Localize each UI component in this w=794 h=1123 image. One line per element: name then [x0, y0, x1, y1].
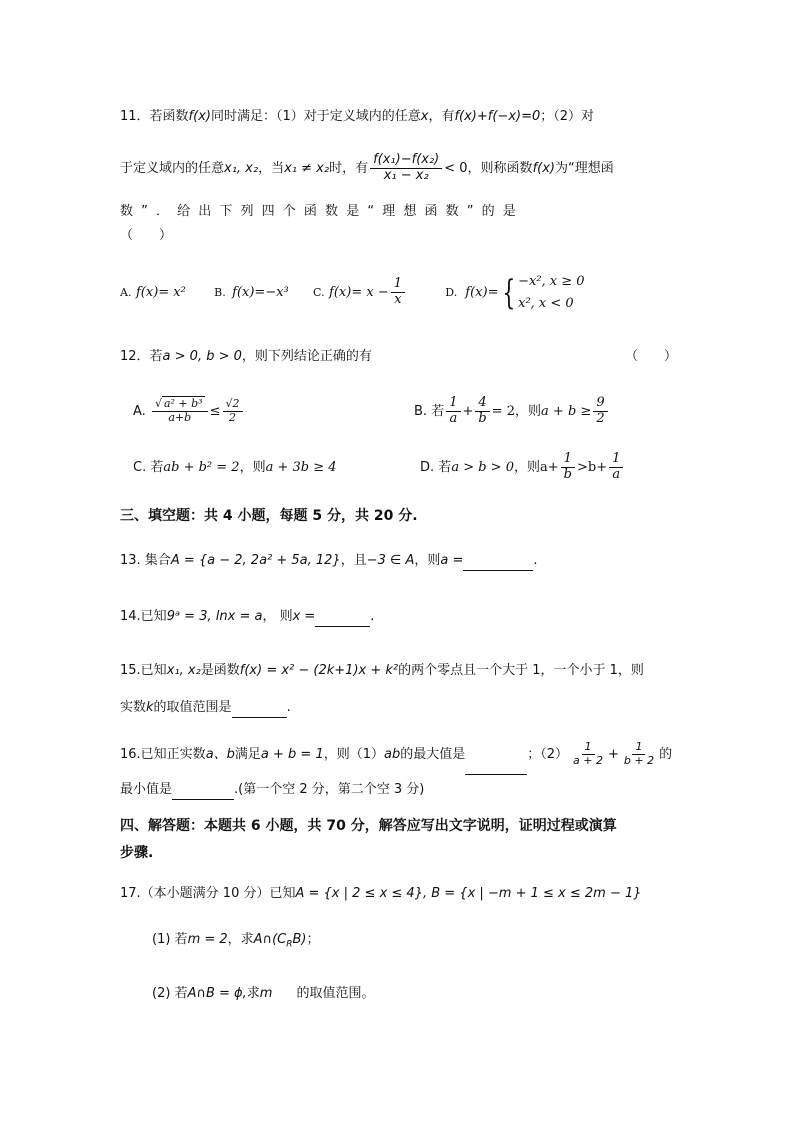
text: . — [533, 553, 538, 568]
text: 的两个零点且一个大于 1，一个小于 1，则 — [398, 663, 644, 678]
text: ， 则 — [262, 609, 293, 624]
radicand: a² + b³ — [163, 397, 203, 411]
math: f(x) — [188, 109, 211, 124]
piecewise-cases — [518, 271, 584, 315]
answer-blank[interactable] — [465, 774, 527, 775]
option-d: f(x)= — [465, 285, 499, 300]
q16-line2 — [120, 780, 424, 800]
fraction — [621, 741, 657, 767]
numerator: 1 — [446, 396, 460, 412]
text: 15.已知 — [120, 663, 167, 678]
text: ；（2） — [527, 747, 569, 762]
math: = 2 — [491, 404, 516, 419]
text: ，则（1） — [323, 747, 385, 762]
text: 13. 集合 — [120, 553, 171, 568]
text: 16.已知正实数 — [120, 747, 206, 762]
math: a、b — [205, 747, 235, 762]
text: ，且 — [340, 553, 367, 568]
option-label: B. — [414, 404, 428, 419]
q11-line1 — [120, 107, 594, 127]
math: 9ᵃ = 3, — [166, 609, 212, 624]
q13 — [120, 551, 538, 571]
denominator: b — [563, 467, 572, 482]
denominator: a+b — [168, 411, 192, 424]
numerator: 1 — [632, 741, 645, 755]
option-c-fraction — [391, 277, 405, 308]
text: 数 ” ． 给 出 下 列 四 个 函 数 是 “ 理 想 函 数 ” 的 是 — [120, 204, 516, 219]
numerator: 1 — [561, 452, 575, 468]
text: 时，有 — [329, 161, 369, 176]
math: + — [462, 404, 474, 419]
math: + — [607, 747, 619, 762]
fraction — [593, 396, 607, 427]
q11-line2 — [120, 147, 614, 191]
math: −3 ∈ A — [366, 553, 415, 568]
denominator: b + 2 — [623, 754, 655, 767]
brace-symbol: { — [502, 272, 516, 313]
math: x₁ ≠ x₂ — [284, 161, 330, 176]
denominator: x — [394, 292, 402, 307]
text: ，则 — [414, 553, 441, 568]
math: A∩(C — [253, 932, 287, 947]
answer-blank[interactable] — [172, 799, 234, 800]
text: ；（2）对 — [540, 109, 595, 124]
math: x₁, x₂ — [166, 663, 201, 678]
section-4-heading-cont: 步骤. — [120, 845, 154, 861]
text: ，则 — [239, 460, 266, 475]
option-a: f(x)= x² — [136, 285, 186, 300]
math: a + 3b ≥ 4 — [265, 460, 337, 475]
text: 同时满足：（1）对于定义域内的任意 — [210, 109, 421, 124]
math: x₁, x₂ — [224, 161, 259, 176]
text: 12．若 — [120, 349, 163, 364]
math: a + b ≥ — [541, 404, 592, 419]
q15-line2 — [120, 698, 291, 718]
math: a + b = 1 — [260, 747, 324, 762]
answer-blank[interactable] — [232, 717, 287, 718]
denominator: a + 2 — [573, 754, 603, 767]
text: 的取值范围。 — [296, 986, 375, 1001]
math: ≤ — [209, 404, 221, 419]
math: < 0 — [444, 161, 468, 176]
q12-paren — [625, 347, 677, 367]
math: m = 2 — [187, 932, 228, 947]
q17-part1 — [152, 930, 320, 955]
text: . — [370, 609, 375, 624]
subscript: R — [286, 939, 293, 950]
text: 是函数 — [200, 663, 240, 678]
q12-option-b — [414, 390, 610, 434]
q12-stem — [120, 347, 372, 367]
fraction — [446, 396, 460, 427]
q11-line3 — [120, 202, 675, 222]
answer-blank[interactable] — [463, 570, 533, 571]
fraction — [609, 452, 623, 483]
text: 17.（本小题满分 10 分）已知 — [120, 886, 296, 901]
text: 若 — [150, 460, 164, 475]
text: . — [286, 700, 291, 715]
denominator: x₁ − x₂ — [383, 168, 429, 183]
answer-blank[interactable] — [315, 626, 370, 627]
math: k — [146, 700, 154, 715]
text: 的 — [659, 747, 673, 762]
case-2: x², x < 0 — [518, 295, 574, 311]
text: .(第一个空 2 分，第二个空 3 分) — [234, 782, 425, 797]
text: 满足 — [234, 747, 261, 762]
case-1: −x², x ≥ 0 — [518, 273, 585, 289]
numerator: √ a² + b³ — [152, 398, 208, 412]
text: ； — [306, 932, 320, 947]
text: (2) 若 — [152, 986, 188, 1001]
text: 为“理想函 — [554, 161, 614, 176]
text: 11．若函数 — [120, 109, 189, 124]
option-label: A. — [120, 286, 132, 299]
text: 若 — [438, 460, 452, 475]
fraction — [570, 741, 606, 767]
text: ，求 — [227, 932, 254, 947]
math: a+ — [540, 460, 559, 475]
q16-line1 — [120, 735, 672, 775]
math: ab + b² = 2 — [163, 460, 240, 475]
q11-paren — [120, 226, 172, 246]
text: ，则 — [513, 460, 540, 475]
math: B) — [292, 932, 307, 947]
math: f(x)+f(−x)=0 — [454, 109, 541, 124]
q11-fraction — [370, 153, 442, 184]
option-label: A. — [133, 404, 146, 419]
q12-option-a — [133, 390, 245, 434]
math: f(x) — [532, 161, 555, 176]
option-label: D. — [445, 286, 458, 299]
section-3-heading: 三、填空题：共 4 小题，每题 5 分，共 20 分. — [120, 508, 418, 524]
text: 求 — [246, 986, 260, 1001]
math: ab — [384, 747, 401, 762]
option-c: f(x)= x − — [329, 285, 389, 300]
math: >b+ — [576, 460, 608, 475]
answer-paren: （ ） — [120, 228, 173, 243]
option-b: f(x)=−x³ — [232, 285, 289, 300]
text: 的取值范围是 — [153, 700, 232, 715]
numerator: 1 — [582, 741, 595, 755]
math: A∩B = ϕ, — [187, 986, 247, 1001]
text: 若 — [431, 404, 445, 419]
q17-part2 — [152, 984, 374, 1004]
numerator: 9 — [593, 396, 607, 412]
math: a > b > 0 — [451, 460, 514, 475]
text: 最小值是 — [120, 782, 173, 797]
text: 14.已知 — [120, 609, 167, 624]
q12-option-d — [420, 446, 625, 490]
text: ，则称函数 — [467, 161, 533, 176]
q11-options — [120, 270, 585, 316]
denominator: 2 — [596, 411, 605, 426]
math: A = {x | 2 ≤ x ≤ 4}, B = {x | −m + 1 ≤ x ≤ 2m − 1} — [295, 886, 642, 901]
option-a-left-fraction — [152, 398, 208, 424]
numerator: √2 — [223, 398, 243, 412]
text: 于定义域内的任意 — [120, 161, 225, 176]
q17-stem — [120, 884, 642, 904]
denominator: 2 — [229, 411, 236, 424]
q15-line1 — [120, 661, 644, 681]
section-4-heading: 四、解答题：本题共 6 小题，共 70 分，解答应写出文字说明，证明过程或演算 — [120, 818, 617, 834]
math: x = — [292, 609, 316, 624]
answer-paren: （ ） — [625, 349, 678, 364]
text: ，有 — [428, 109, 455, 124]
denominator: a — [612, 467, 621, 482]
math: f(x) = x² − (2k+1)x + k² — [239, 663, 399, 678]
numerator: 1 — [609, 452, 623, 468]
numerator: 1 — [391, 277, 405, 293]
text: 实数 — [120, 700, 147, 715]
fraction — [561, 452, 575, 483]
fraction — [475, 396, 489, 427]
text: (1) 若 — [152, 932, 188, 947]
option-label: C. — [313, 286, 325, 299]
q12-option-c — [133, 446, 337, 490]
math: lnx = a — [215, 609, 263, 624]
text: 的最大值是 — [400, 747, 466, 762]
math: a > 0, b > 0 — [162, 349, 242, 364]
math: m — [259, 986, 273, 1001]
text: ，当 — [258, 161, 285, 176]
math: x — [420, 109, 429, 124]
denominator: b — [478, 411, 487, 426]
numerator: f(x₁)−f(x₂) — [370, 153, 442, 169]
option-label: B. — [214, 286, 226, 299]
denominator: a — [449, 411, 458, 426]
numerator: 4 — [475, 396, 489, 412]
option-a-right-fraction — [223, 398, 243, 424]
option-label: D. — [420, 460, 435, 475]
text: ，则 — [515, 404, 542, 419]
q14 — [120, 607, 374, 627]
option-label: C. — [133, 460, 147, 475]
math: a = — [440, 553, 464, 568]
math: A = {a − 2, 2a² + 5a, 12} — [170, 553, 341, 568]
text: ，则下列结论正确的有 — [241, 349, 372, 364]
